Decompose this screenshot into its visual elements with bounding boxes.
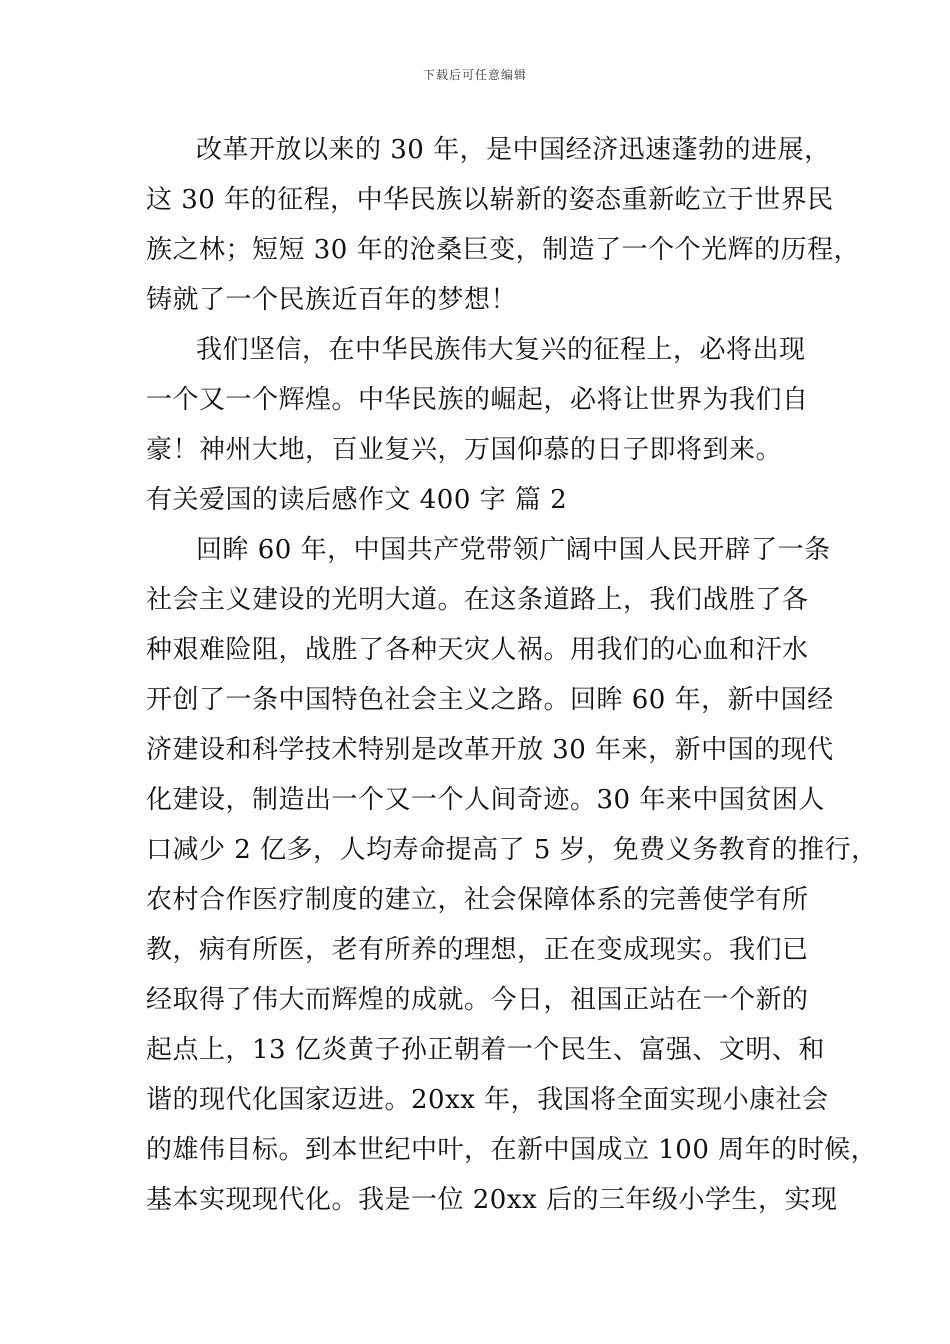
paragraph-line: 济建设和科学技术特别是改革开放 30 年来，新中国的现代 (146, 735, 834, 765)
paragraph-line: 教，病有所医，老有所养的理想，正在变成现实。我们已 (146, 935, 809, 965)
paragraph-line: 这 30 年的征程，中华民族以崭新的姿态重新屹立于世界民 (146, 185, 834, 215)
paragraph-line: 族之林；短短 30 年的沧桑巨变，制造了一个个光辉的历程， (146, 235, 861, 265)
paragraph-line: 的雄伟目标。到本世纪中叶，在新中国成立 100 周年的时候， (146, 1135, 878, 1165)
paragraph-line: 社会主义建设的光明大道。在这条道路上，我们战胜了各 (146, 585, 809, 615)
paragraph-line: 起点上，13 亿炎黄子孙正朝着一个民生、富强、文明、和 (146, 1035, 825, 1065)
paragraph-line: 经取得了伟大而辉煌的成就。今日，祖国正站在一个新的 (146, 985, 809, 1015)
section-heading: 有关爱国的读后感作文 400 字 篇 2 (146, 485, 568, 515)
paragraph-line: 种艰难险阻，战胜了各种天灾人祸。用我们的心血和汗水 (146, 635, 809, 665)
paragraph-line: 铸就了一个民族近百年的梦想！ (146, 285, 518, 315)
paragraph-line: 口减少 2 亿多，人均寿命提高了 5 岁，免费义务教育的推行， (146, 835, 878, 865)
paragraph-line: 化建设，制造出一个又一个人间奇迹。30 年来中国贫困人 (146, 785, 825, 815)
paragraph-line: 谐的现代化国家迈进。20xx 年，我国将全面实现小康社会 (146, 1085, 829, 1115)
page-header: 下载后可任意编辑 (422, 68, 527, 82)
paragraph-line: 豪！神州大地，百业复兴，万国仰慕的日子即将到来。 (146, 435, 783, 465)
paragraph-line: 我们坚信，在中华民族伟大复兴的征程上，必将出现 (196, 335, 806, 365)
paragraph-line: 开创了一条中国特色社会主义之路。回眸 60 年，新中国经 (146, 685, 834, 715)
paragraph-line: 回眸 60 年，中国共产党带领广阔中国人民开辟了一条 (196, 535, 831, 565)
paragraph-line: 农村合作医疗制度的建立，社会保障体系的完善使学有所 (146, 885, 809, 915)
paragraph-line: 基本实现现代化。我是一位 20xx 后的三年级小学生，实现 (146, 1185, 838, 1215)
paragraph-line: 一个又一个辉煌。中华民族的崛起，必将让世界为我们自 (146, 385, 809, 415)
paragraph-line: 改革开放以来的 30 年，是中国经济迅速蓬勃的进展， (196, 135, 831, 165)
